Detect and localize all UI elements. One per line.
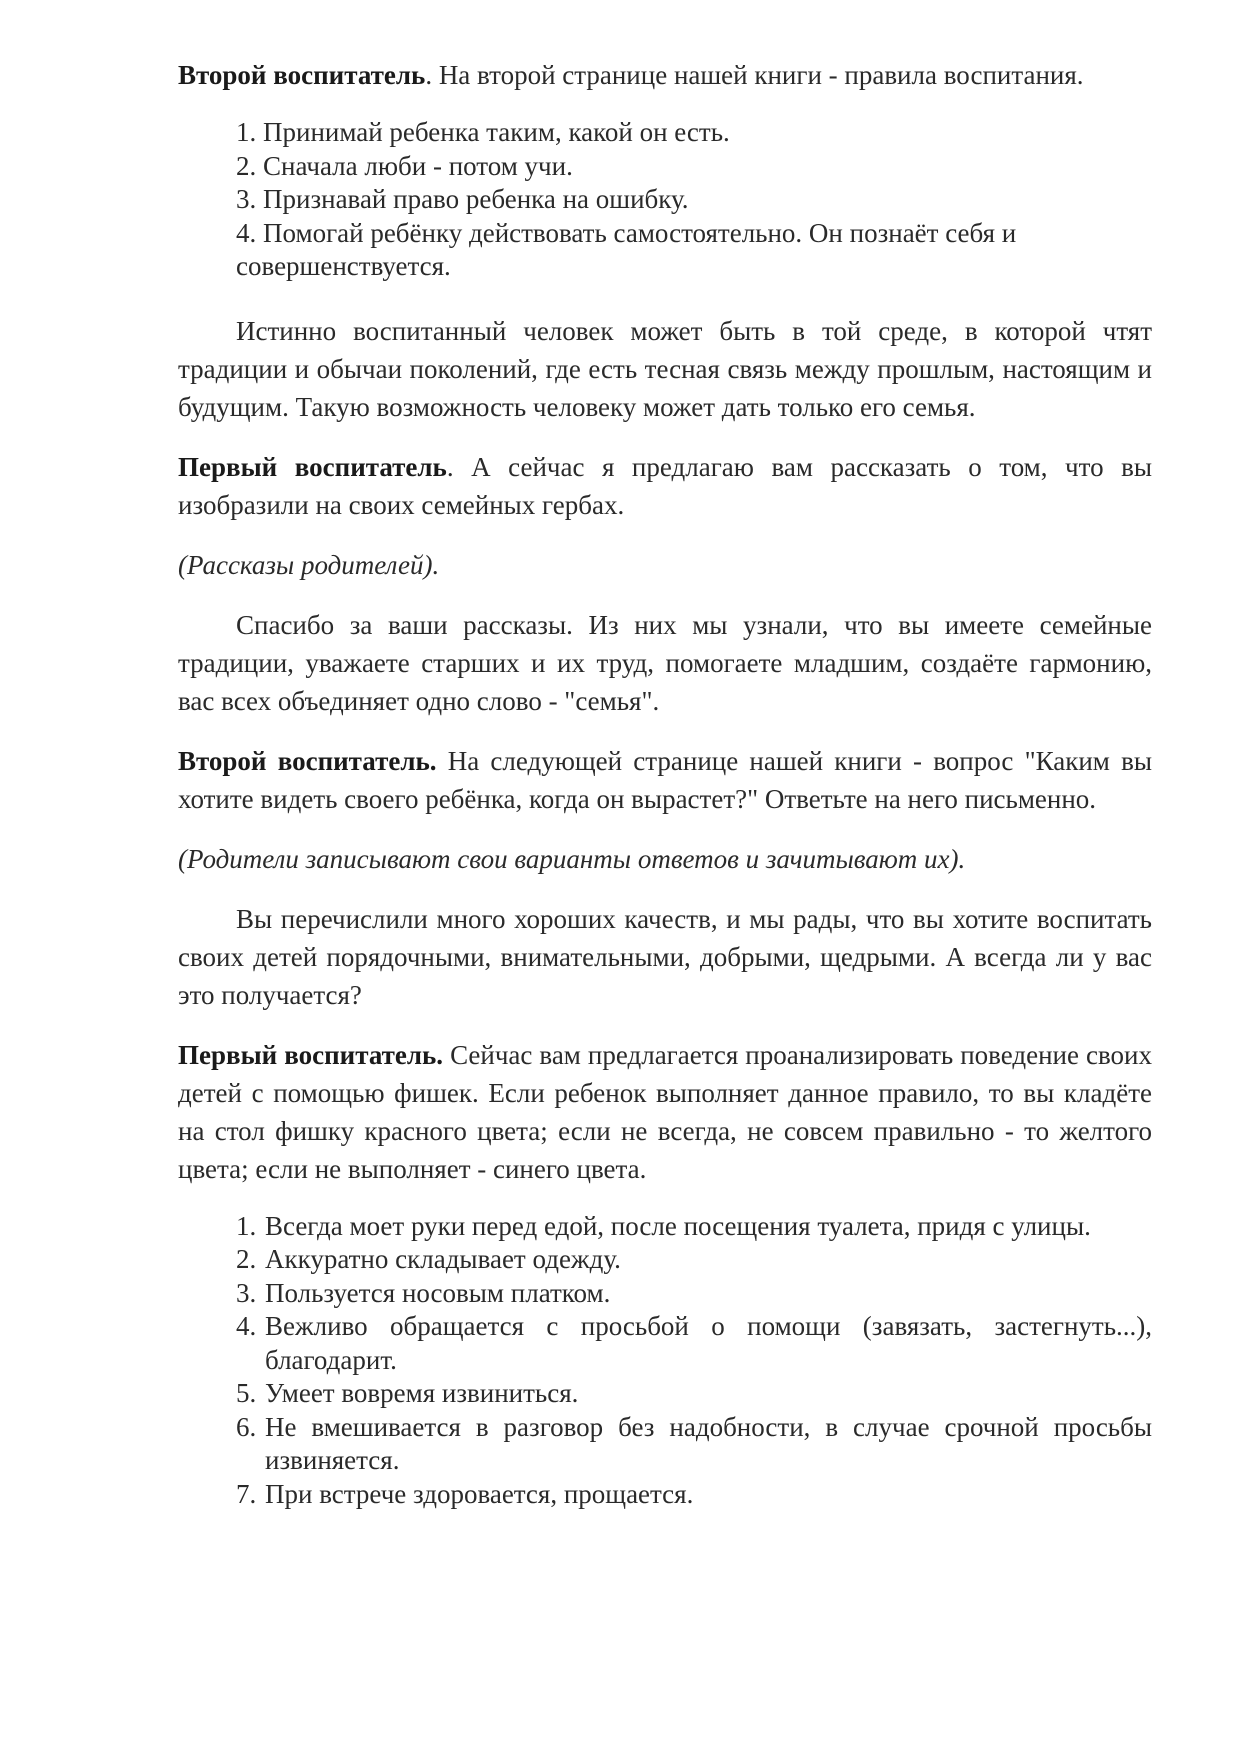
list-number: 5.: [236, 1378, 257, 1408]
stage-note-parents-stories: (Рассказы родителей).: [178, 549, 440, 580]
speaker-label: Первый воспитатель: [178, 451, 447, 482]
list-number: 2.: [236, 150, 257, 181]
list-text: Сначала люби - потом учи.: [256, 150, 573, 181]
upbringing-rules-list: [236, 116, 1152, 284]
list-item: [236, 1210, 1152, 1244]
list-text: Помогай ребёнку действовать самостоятельно. Он познаёт себя и совершенствуется.: [236, 217, 1017, 281]
list-text: При встрече здоровается, прощается.: [265, 1478, 694, 1509]
list-text: Всегда моет руки перед едой, после посещения туалета, придя с улицы.: [265, 1210, 1091, 1241]
list-text: Пользуется носовым платком.: [265, 1277, 611, 1308]
document-page: [178, 56, 1152, 1511]
list-number: 3.: [236, 1277, 257, 1308]
paragraph-text: . А сейчас я предлагаю вам рассказать о том, что вы изобразили на своих семейных гербах.: [178, 451, 1153, 520]
list-text: Вежливо обращается с просьбой о помощи (завязать, застегнуть...), благодарит.: [265, 1311, 1152, 1375]
paragraph-first-educator-coats: [178, 448, 1152, 524]
speaker-label: Второй воспитатель: [178, 60, 426, 90]
list-number: 6.: [236, 1411, 257, 1442]
list-number: 1.: [236, 117, 257, 147]
list-number: 3.: [236, 184, 257, 214]
list-item: [236, 1478, 1152, 1512]
list-item: [236, 1377, 1152, 1411]
list-text: Не вмешивается в разговор без надобности, в случае срочной просьбы извиняется.: [265, 1411, 1152, 1475]
list-text: Аккуратно складывает одежду.: [265, 1244, 621, 1274]
paragraph-good-qualities: Вы перечислили много хороших качеств, и мы рады, что вы хотите воспитать своих детей порядочными, внимательными, добрыми, щедрыми. А всегда ли у вас это получается?: [178, 903, 1152, 1010]
list-item: [236, 150, 1152, 184]
list-number: 4.: [236, 217, 257, 248]
list-item: [236, 183, 1152, 217]
paragraph-first-educator-chips: [178, 1036, 1152, 1188]
behavior-rules-list: [236, 1210, 1152, 1512]
paragraph-text: . На второй странице нашей книги - правила воспитания.: [425, 60, 1084, 90]
paragraph-thanks: Спасибо за ваши рассказы. Из них мы узнали, что вы имеете семейные традиции, уважаете старших и их труд, помогаете младшим, создаёте гармонию, вас всех объединяет одно слово - "семья".: [178, 609, 1152, 716]
list-number: 7.: [236, 1478, 257, 1509]
speaker-label: Первый воспитатель.: [178, 1039, 444, 1070]
list-text: Принимай ребенка таким, какой он есть.: [256, 117, 730, 147]
list-number: 2.: [236, 1244, 257, 1274]
list-item: [236, 217, 1152, 284]
list-number: 4.: [236, 1311, 257, 1341]
paragraph-text: На следующей странице нашей книги - вопрос "Каким вы хотите видеть своего ребёнка, когда он вырастет?" Ответьте на него письменно.: [178, 745, 1152, 814]
stage-note-parents-write: (Родители записывают свои варианты ответов и зачитывают их).: [178, 843, 966, 874]
list-item: [236, 1411, 1152, 1478]
list-item: [236, 1243, 1152, 1277]
list-item: [236, 116, 1152, 150]
list-item: [236, 1277, 1152, 1311]
paragraph-text: Сейчас вам предлагается проанализировать поведение своих детей с помощью фишек. Если ребенок выполняет данное правило, то вы кладёте на стол фишку красного цвета; если не всегда, не совсем правильно - то желтого цвета; если не выполняет - синего цвета.: [178, 1039, 1153, 1184]
paragraph-second-educator-rules: [178, 56, 1152, 94]
paragraph-second-educator-question: [178, 742, 1152, 818]
list-text: Признавай право ребенка на ошибку.: [256, 184, 689, 214]
list-number: 1.: [236, 1210, 257, 1241]
speaker-label: Второй воспитатель.: [178, 745, 437, 776]
list-text: Умеет вовремя извиниться.: [265, 1378, 579, 1408]
paragraph-true-upbringing: Истинно воспитанный человек может быть в той среде, в которой чтят традиции и обычаи поколений, где есть тесная связь между прошлым, настоящим и будущим. Такую возможность человеку может дать только его семья.: [178, 315, 1152, 422]
list-item: [236, 1310, 1152, 1377]
